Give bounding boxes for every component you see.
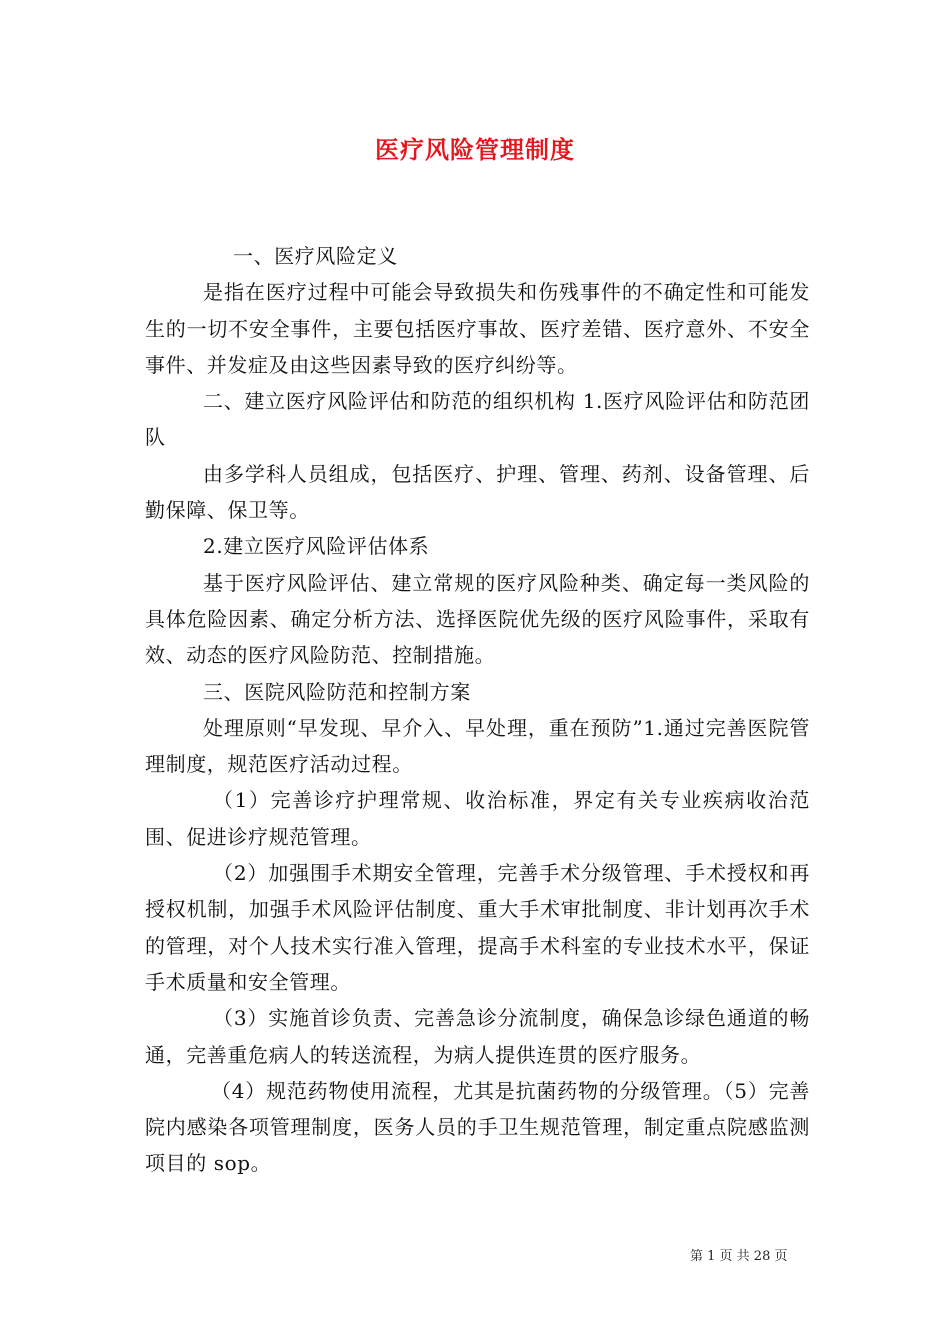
paragraph-team-members: 由多学科人员组成，包括医疗、护理、管理、药剂、设备管理、后勤保障、保卫等。 [145,461,810,523]
section-heading-prevention: 三、医院风险防范和控制方案 [203,679,471,704]
page-number: 第 1 页 共 28 页 [690,1249,788,1264]
list-item-1: （1）完善诊疗护理常规、收治标准，界定有关专业疾病收治范围、促进诊疗规范管理。 [145,788,810,849]
subheading-assessment-system: 2.建立医疗风险评估体系 [203,534,430,559]
document-title: 医疗风险管理制度 [375,135,575,164]
section-heading-definition: 一、医疗风险定义 [233,244,398,268]
paragraph-principles: 处理原则“早发现、早介入、早处理，重在预防”1.通过完善医院管理制度，规范医疗活动过程。 [145,715,810,777]
paragraph-definition: 是指在医疗过程中可能会导致损失和伤残事件的不确定性和可能发生的一切不安全事件，主要包括医疗事故、医疗差错、医疗意外、不安全事件、并发症及由这些因素导致的医疗纠纷等。 [145,280,810,377]
list-item-2: （2）加强围手术期安全管理，完善手术分级管理、手术授权和再授权机制，加强手术风险评估制度、重大手术审批制度、非计划再次手术的管理，对个人技术实行准入管理，提高手术科室的专业技术水平，保证手术质量和安全管理。 [145,861,810,994]
list-item-3: （3）实施首诊负责、完善急诊分流制度，确保急诊绿色通道的畅通，完善重危病人的转送流程，为病人提供连贯的医疗服务。 [145,1006,810,1067]
list-item-4-5: （4）规范药物使用流程，尤其是抗菌药物的分级管理。（5）完善院内感染各项管理制度，医务人员的手卫生规范管理，制定重点院感监测项目的 sop。 [145,1078,810,1176]
document-body [145,238,810,1182]
paragraph-assessment-system: 基于医疗风险评估、建立常规的医疗风险种类、确定每一类风险的具体危险因素、确定分析方法、选择医院优先级的医疗风险事件，采取有效、动态的医疗风险防范、控制措施。 [145,570,810,668]
section-heading-organization: 二、建立医疗风险评估和防范的组织机构 1.医疗风险评估和防范团队 [145,389,810,450]
